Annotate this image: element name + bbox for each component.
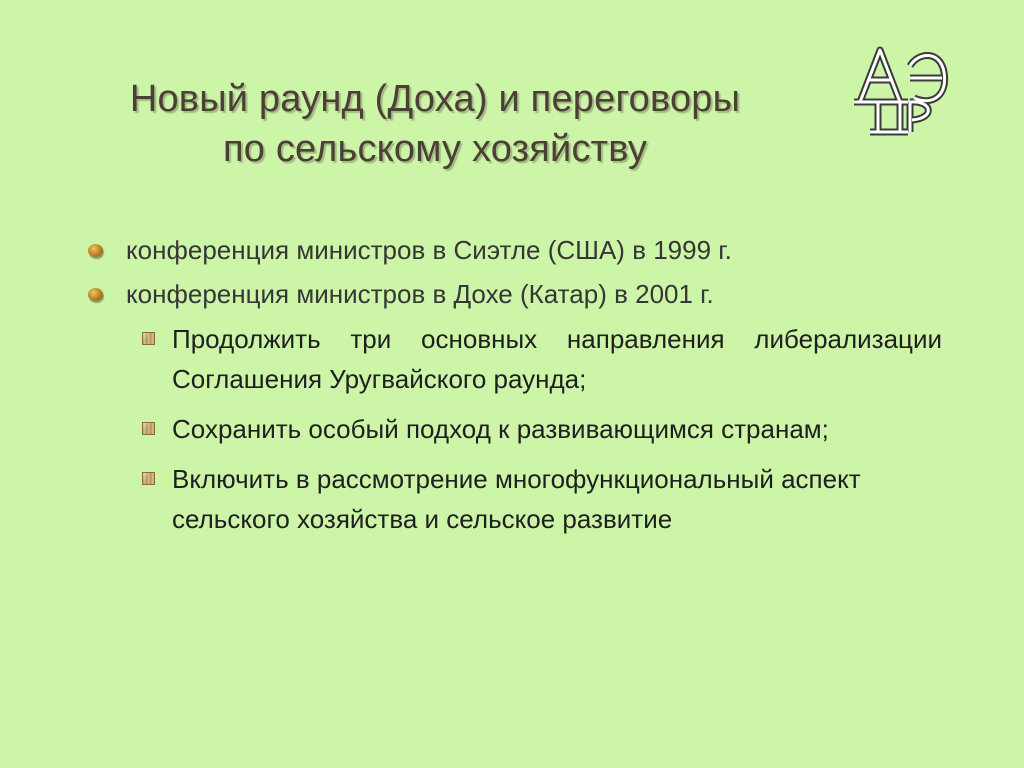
square-bullet-icon [142, 332, 155, 345]
sub-bullet-text: Включить в рассмотрение многофункциональный аспект сельского хозяйства и сельское развитие [172, 464, 861, 534]
sub-bullet-text: Продолжить три основных направления либерализации Соглашения Уругвайского раунда; [172, 324, 942, 394]
square-bullet-icon [142, 422, 155, 435]
slide-title-line-2: по сельскому хозяйству [222, 128, 648, 170]
round-bullet-icon [88, 288, 103, 301]
sub-bullet-text: Сохранить особый подход к развивающимся странам; [172, 414, 829, 444]
round-bullet-icon [88, 244, 103, 257]
slide-title-line-1: Новый раунд (Доха) и переговоры [129, 78, 741, 120]
bullet-text: конференция министров в Сиэтле (США) в 1999 г. [126, 235, 732, 265]
slide-body [82, 228, 942, 549]
bullet-item [82, 272, 942, 316]
bullet-text: конференция министров в Дохе (Катар) в 2001 г. [126, 279, 714, 309]
logo-monogram-icon [848, 40, 958, 140]
sub-bullet-item [140, 459, 942, 539]
bullet-item [82, 228, 942, 272]
square-bullet-icon [142, 472, 155, 485]
slide-title [40, 74, 830, 174]
logo [848, 40, 958, 140]
sub-bullet-list [82, 319, 942, 539]
sub-bullet-item [140, 409, 942, 449]
sub-bullet-item [140, 319, 942, 399]
